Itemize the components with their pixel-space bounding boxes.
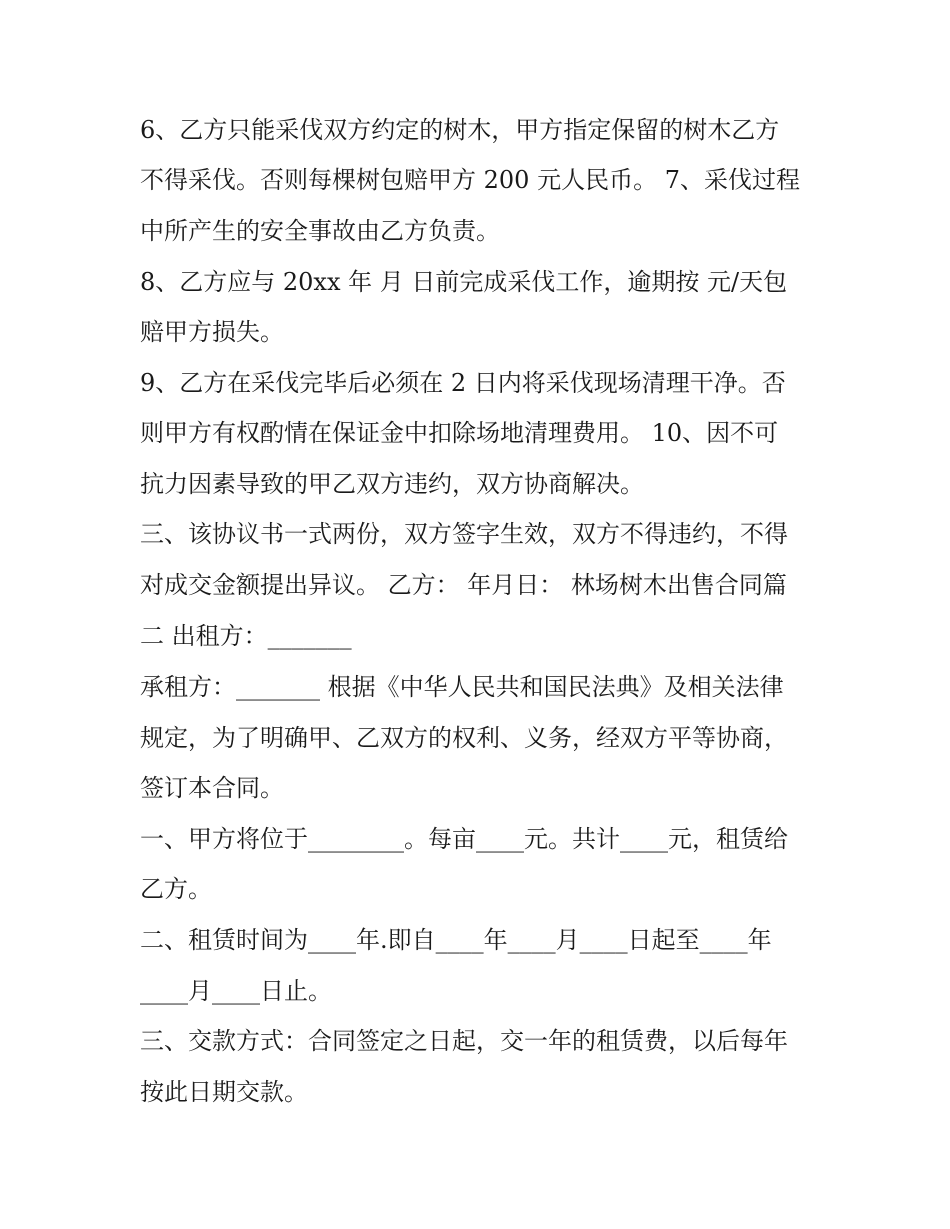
text-line: 不得采伐。否则每棵树包赔甲方 200 元人民币。 7、采伐过程: [140, 166, 800, 194]
text-line: 二、租赁时间为____年.即自____年____月____日起至____年: [140, 926, 772, 954]
text-line: 乙方。: [140, 875, 212, 903]
text-line: 二 出租方：_______: [140, 622, 352, 650]
text-line: 6、乙方只能采伐双方约定的树木，甲方指定保留的树木乙方: [140, 116, 780, 144]
text-line: 签订本合同。: [140, 774, 284, 802]
text-line: 中所产生的安全事故由乙方负责。: [140, 217, 500, 245]
text-line: 对成交金额提出异议。 乙方： 年月日： 林场树木出售合同篇: [140, 571, 787, 599]
text-line: ____月____日止。: [140, 977, 332, 1005]
text-line: 三、交款方式：合同签定之日起，交一年的租赁费，以后每年: [140, 1027, 788, 1055]
text-line: 则甲方有权酌情在保证金中扣除场地清理费用。 10、因不可: [140, 419, 779, 447]
text-line: 承租方：_______ 根据《中华人民共和国民法典》及相关法律: [140, 673, 784, 701]
text-line: 一、甲方将位于________。每亩____元。共计____元，租赁给: [140, 825, 788, 853]
text-line: 抗力因素导致的甲乙双方违约，双方协商解决。: [140, 470, 644, 498]
text-line: 9、乙方在采伐完毕后必须在 2 日内将采伐现场清理干净。否: [140, 369, 786, 397]
text-line: 三、该协议书一式两份，双方签字生效，双方不得违约，不得: [140, 520, 788, 548]
text-line: 按此日期交款。: [140, 1078, 308, 1106]
text-line: 8、乙方应与 20xx 年 月 日前完成采伐工作，逾期按 元/天包: [140, 268, 788, 296]
text-line: 规定，为了明确甲、乙双方的权利、义务，经双方平等协商，: [140, 724, 788, 752]
text-line: 赔甲方损失。: [140, 318, 284, 346]
